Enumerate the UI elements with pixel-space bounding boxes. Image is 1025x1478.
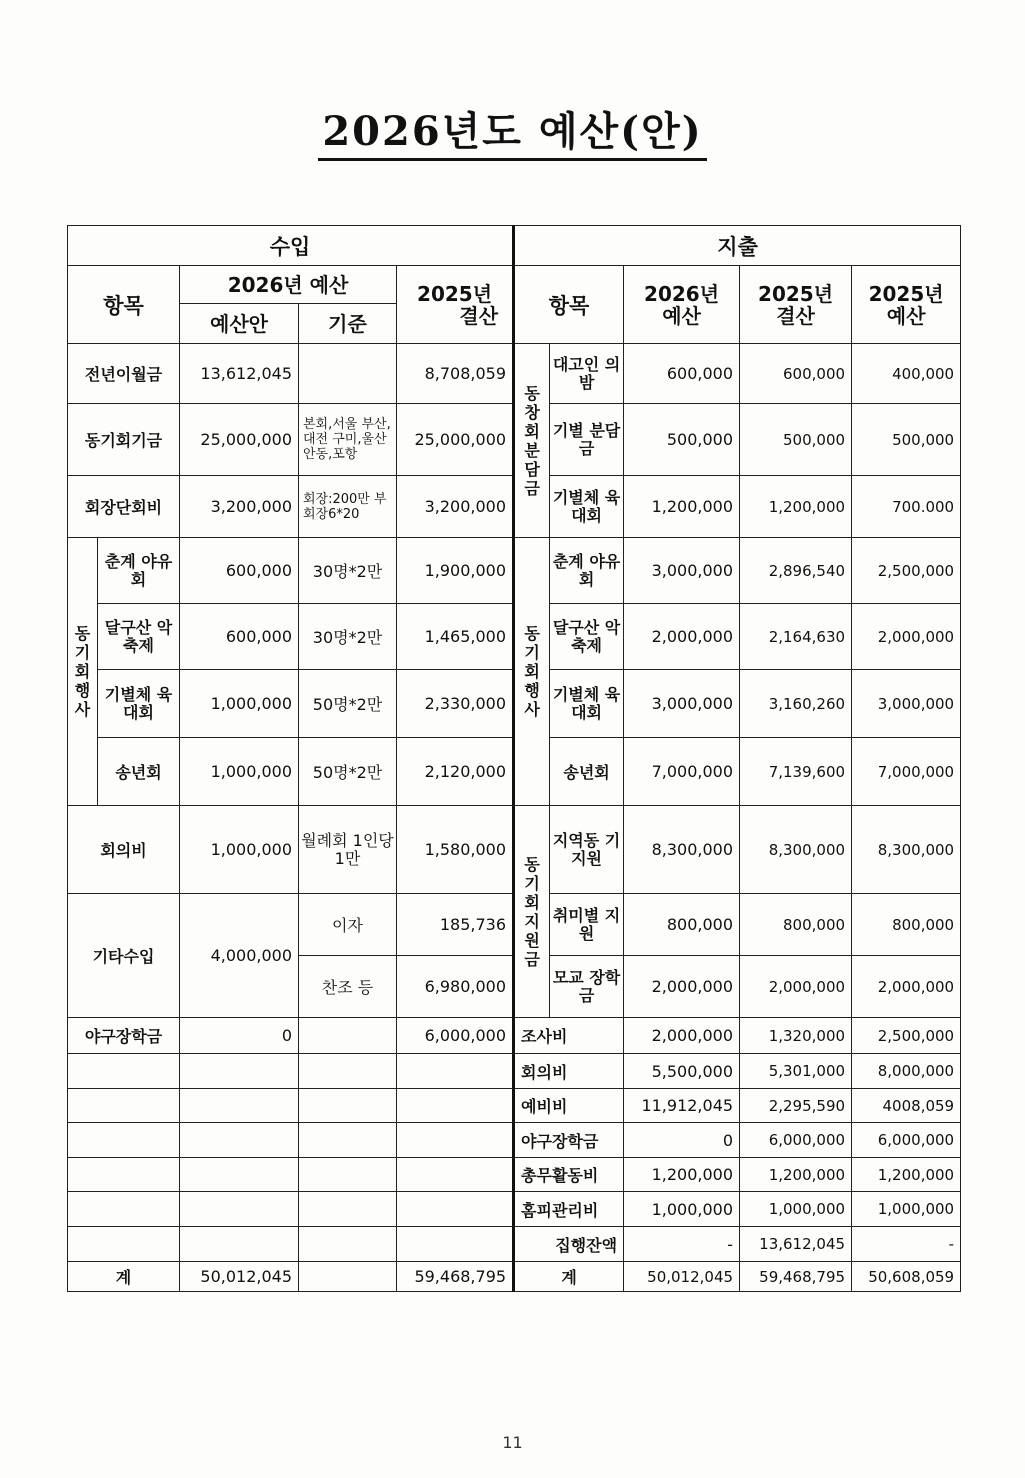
expense-label-regional: 지역동 기지원 <box>550 806 624 894</box>
expense-s25-class-share: 500,000 <box>740 404 852 476</box>
expense-settle-2025-year: 2025년 <box>758 281 834 306</box>
expense-b25-homepage: 1,000,000 <box>852 1192 961 1227</box>
income-settle-dalgusan: 1,465,000 <box>397 604 514 670</box>
expense-b26-general: 1,200,000 <box>624 1158 740 1192</box>
empty-cell <box>68 1192 180 1227</box>
income-settle-exec: 3,200,000 <box>397 476 514 538</box>
income-label-carryover: 전년이월금 <box>68 344 180 404</box>
expense-s25-spring: 2,896,540 <box>740 538 852 604</box>
empty-cell <box>299 1123 397 1158</box>
expense-total-b25: 50,608,059 <box>852 1262 961 1292</box>
expense-label-general: 총무활동비 <box>514 1158 624 1192</box>
expense-s25-class-sports: 1,200,000 <box>740 476 852 538</box>
expense-s25-condolence: 1,320,000 <box>740 1018 852 1054</box>
expense-budget-2026-label: 예산 <box>662 303 701 328</box>
expense-label-class-share: 기별 분담금 <box>550 404 624 476</box>
income-total-basis <box>299 1262 397 1292</box>
expense-total-b26: 50,012,045 <box>624 1262 740 1292</box>
income-settle-yearend: 2,120,000 <box>397 738 514 806</box>
income-settle-carryover: 8,708,059 <box>397 344 514 404</box>
expense-label-condolence: 조사비 <box>514 1018 624 1054</box>
empty-cell <box>397 1089 514 1123</box>
expense-s25-homepage: 1,000,000 <box>740 1192 852 1227</box>
income-settle-2025-year: 2025년 <box>417 281 493 306</box>
expense-b25-yearend: 7,000,000 <box>852 738 961 806</box>
empty-cell <box>299 1054 397 1089</box>
income-settle-donation: 6,980,000 <box>397 956 514 1018</box>
expense-b25-class-share: 500,000 <box>852 404 961 476</box>
income-basis-spring: 30명*2만 <box>299 538 397 604</box>
empty-cell <box>397 1192 514 1227</box>
expense-s25-dalgusan: 2,164,630 <box>740 604 852 670</box>
expense-b26-regional: 8,300,000 <box>624 806 740 894</box>
expense-group-alumni-share: 동창회분담금 <box>514 344 550 538</box>
expense-b26-class-share: 500,000 <box>624 404 740 476</box>
income-basis-exec: 회장:200만 부회장6*20 <box>299 476 397 538</box>
expense-b25-dalgusan: 2,000,000 <box>852 604 961 670</box>
income-item-header: 항목 <box>68 266 180 344</box>
table-row <box>68 344 961 404</box>
expense-label-homepage: 홈피관리비 <box>514 1192 624 1227</box>
expense-b25-scholar: 2,000,000 <box>852 956 961 1018</box>
income-basis-header: 기준 <box>299 304 397 344</box>
expense-settle-2025-label: 결산 <box>776 303 815 328</box>
income-basis-fund: 본회,서울 부산,대전 구미,울산 안동,포항 <box>299 404 397 476</box>
income-basis-sports: 50명*2만 <box>299 670 397 738</box>
expense-item-header: 항목 <box>514 266 624 344</box>
expense-label-baseball: 야구장학금 <box>514 1123 624 1158</box>
expense-b25-class-sports: 700.000 <box>852 476 961 538</box>
expense-s25-balance: 13,612,045 <box>740 1227 852 1262</box>
expense-label-yearend: 송년회 <box>550 738 624 806</box>
income-settle-meeting: 1,580,000 <box>397 806 514 894</box>
expense-group-events: 동기회행사 <box>514 538 550 806</box>
empty-cell <box>68 1158 180 1192</box>
income-draft-header: 예산안 <box>180 304 299 344</box>
empty-cell <box>180 1227 299 1262</box>
expense-b26-yearend: 7,000,000 <box>624 738 740 806</box>
income-label-spring: 춘계 야유회 <box>98 538 180 604</box>
income-basis-interest: 이자 <box>299 894 397 956</box>
expense-group-support: 동기회지원금 <box>514 806 550 1018</box>
income-draft-spring: 600,000 <box>180 538 299 604</box>
empty-cell <box>68 1054 180 1089</box>
expense-b25-alumni-night: 400,000 <box>852 344 961 404</box>
table-row <box>68 806 961 894</box>
empty-cell <box>397 1123 514 1158</box>
expense-b25-baseball: 6,000,000 <box>852 1123 961 1158</box>
income-draft-carryover: 13,612,045 <box>180 344 299 404</box>
empty-cell <box>180 1123 299 1158</box>
header-row-years <box>68 266 961 304</box>
expense-settle-2025-header <box>740 266 852 344</box>
expense-s25-sports: 3,160,260 <box>740 670 852 738</box>
income-draft-baseball: 0 <box>180 1018 299 1054</box>
income-label-yearend: 송년회 <box>98 738 180 806</box>
expense-s25-yearend: 7,139,600 <box>740 738 852 806</box>
table-row <box>68 1192 961 1227</box>
income-settle-sports: 2,330,000 <box>397 670 514 738</box>
expense-b25-meeting: 8,000,000 <box>852 1054 961 1089</box>
expense-s25-reserve: 2,295,590 <box>740 1089 852 1123</box>
table-row <box>68 538 961 604</box>
table-row <box>68 1018 961 1054</box>
expense-b25-general: 1,200,000 <box>852 1158 961 1192</box>
expense-s25-general: 1,200,000 <box>740 1158 852 1192</box>
expense-label-dalgusan: 달구산 악축제 <box>550 604 624 670</box>
expense-b26-alumni-night: 600,000 <box>624 344 740 404</box>
expense-label-hobby: 취미별 지원 <box>550 894 624 956</box>
income-total-settle: 59,468,795 <box>397 1262 514 1292</box>
page-number: 11 <box>502 1433 523 1452</box>
table-row <box>68 1227 961 1262</box>
income-basis-yearend: 50명*2만 <box>299 738 397 806</box>
expense-budget-2025-header <box>852 266 961 344</box>
income-draft-dalgusan: 600,000 <box>180 604 299 670</box>
page-title <box>0 108 1025 161</box>
empty-cell <box>299 1227 397 1262</box>
income-budget-2026-header: 2026년 예산 <box>180 266 397 304</box>
income-draft-fund: 25,000,000 <box>180 404 299 476</box>
empty-cell <box>397 1158 514 1192</box>
empty-cell <box>180 1089 299 1123</box>
expense-b26-balance: - <box>624 1227 740 1262</box>
income-settle-fund: 25,000,000 <box>397 404 514 476</box>
income-basis-dalgusan: 30명*2만 <box>299 604 397 670</box>
page-title-text: 2026년도 예산(안) <box>318 108 706 161</box>
expense-b26-condolence: 2,000,000 <box>624 1018 740 1054</box>
expense-b26-class-sports: 1,200,000 <box>624 476 740 538</box>
expense-s25-regional: 8,300,000 <box>740 806 852 894</box>
expense-s25-scholar: 2,000,000 <box>740 956 852 1018</box>
expense-b25-balance: - <box>852 1227 961 1262</box>
income-draft-other: 4,000,000 <box>180 894 299 1018</box>
expense-b25-reserve: 4008,059 <box>852 1089 961 1123</box>
expense-label-scholar: 모교 장학금 <box>550 956 624 1018</box>
income-settle-baseball: 6,000,000 <box>397 1018 514 1054</box>
income-total-draft: 50,012,045 <box>180 1262 299 1292</box>
income-draft-yearend: 1,000,000 <box>180 738 299 806</box>
expense-b26-meeting: 5,500,000 <box>624 1054 740 1089</box>
expense-budget-2025-label: 예산 <box>886 303 926 328</box>
table-row <box>68 1054 961 1089</box>
table-row <box>68 1158 961 1192</box>
expense-s25-meeting: 5,301,000 <box>740 1054 852 1089</box>
expense-b25-spring: 2,500,000 <box>852 538 961 604</box>
expense-b26-dalgusan: 2,000,000 <box>624 604 740 670</box>
empty-cell <box>68 1123 180 1158</box>
expense-s25-hobby: 800,000 <box>740 894 852 956</box>
expense-total-label: 계 <box>514 1262 624 1292</box>
expense-b26-spring: 3,000,000 <box>624 538 740 604</box>
empty-cell <box>180 1192 299 1227</box>
expense-label-spring: 춘계 야유회 <box>550 538 624 604</box>
expense-budget-2026-year: 2026년 <box>644 281 720 306</box>
expense-b26-scholar: 2,000,000 <box>624 956 740 1018</box>
empty-cell <box>299 1192 397 1227</box>
expense-budget-2025-year: 2025년 <box>868 281 944 306</box>
income-settle-2025-label: 결산 <box>459 303 499 328</box>
income-draft-sports: 1,000,000 <box>180 670 299 738</box>
expense-b25-condolence: 2,500,000 <box>852 1018 961 1054</box>
income-label-other: 기타수입 <box>68 894 180 1018</box>
empty-cell <box>180 1054 299 1089</box>
expense-b25-regional: 8,300,000 <box>852 806 961 894</box>
table-row <box>68 1089 961 1123</box>
expense-label-class-sports: 기별체 육대회 <box>550 476 624 538</box>
expense-s25-alumni-night: 600,000 <box>740 344 852 404</box>
income-label-sports: 기별체 육대회 <box>98 670 180 738</box>
table-row <box>68 1123 961 1158</box>
income-settle-2025-header <box>397 266 514 344</box>
income-draft-meeting: 1,000,000 <box>180 806 299 894</box>
budget-table <box>67 225 961 1292</box>
expense-total-s25: 59,468,795 <box>740 1262 852 1292</box>
expense-label-balance: 집행잔액 <box>514 1227 624 1262</box>
expense-b26-hobby: 800,000 <box>624 894 740 956</box>
income-draft-exec: 3,200,000 <box>180 476 299 538</box>
expense-s25-baseball: 6,000,000 <box>740 1123 852 1158</box>
income-label-baseball: 야구장학금 <box>68 1018 180 1054</box>
expense-b26-baseball: 0 <box>624 1123 740 1158</box>
empty-cell <box>299 1158 397 1192</box>
income-basis-baseball <box>299 1018 397 1054</box>
expense-label-alumni-night: 대고인 의밤 <box>550 344 624 404</box>
income-header: 수입 <box>68 226 514 266</box>
totals-row <box>68 1262 961 1292</box>
income-basis-carryover <box>299 344 397 404</box>
empty-cell <box>397 1054 514 1089</box>
expense-b26-homepage: 1,000,000 <box>624 1192 740 1227</box>
expense-header: 지출 <box>514 226 961 266</box>
empty-cell <box>68 1089 180 1123</box>
expense-b25-hobby: 800,000 <box>852 894 961 956</box>
empty-cell <box>397 1227 514 1262</box>
empty-cell <box>68 1227 180 1262</box>
income-label-dalgusan: 달구산 악축제 <box>98 604 180 670</box>
expense-budget-2026-header <box>624 266 740 344</box>
income-label-fund: 동기회기금 <box>68 404 180 476</box>
header-row-section <box>68 226 961 266</box>
empty-cell <box>180 1158 299 1192</box>
income-basis-meeting: 월례회 1인당1만 <box>299 806 397 894</box>
income-settle-interest: 185,736 <box>397 894 514 956</box>
income-basis-donation: 찬조 등 <box>299 956 397 1018</box>
expense-b26-reserve: 11,912,045 <box>624 1089 740 1123</box>
income-total-label: 계 <box>68 1262 180 1292</box>
income-label-exec: 회장단회비 <box>68 476 180 538</box>
empty-cell <box>299 1089 397 1123</box>
expense-b25-sports: 3,000,000 <box>852 670 961 738</box>
expense-label-sports: 기별체 육대회 <box>550 670 624 738</box>
expense-label-reserve: 예비비 <box>514 1089 624 1123</box>
income-settle-spring: 1,900,000 <box>397 538 514 604</box>
expense-b26-sports: 3,000,000 <box>624 670 740 738</box>
income-group-events: 동기회행사 <box>68 538 98 806</box>
income-label-meeting: 회의비 <box>68 806 180 894</box>
expense-label-meeting: 회의비 <box>514 1054 624 1089</box>
